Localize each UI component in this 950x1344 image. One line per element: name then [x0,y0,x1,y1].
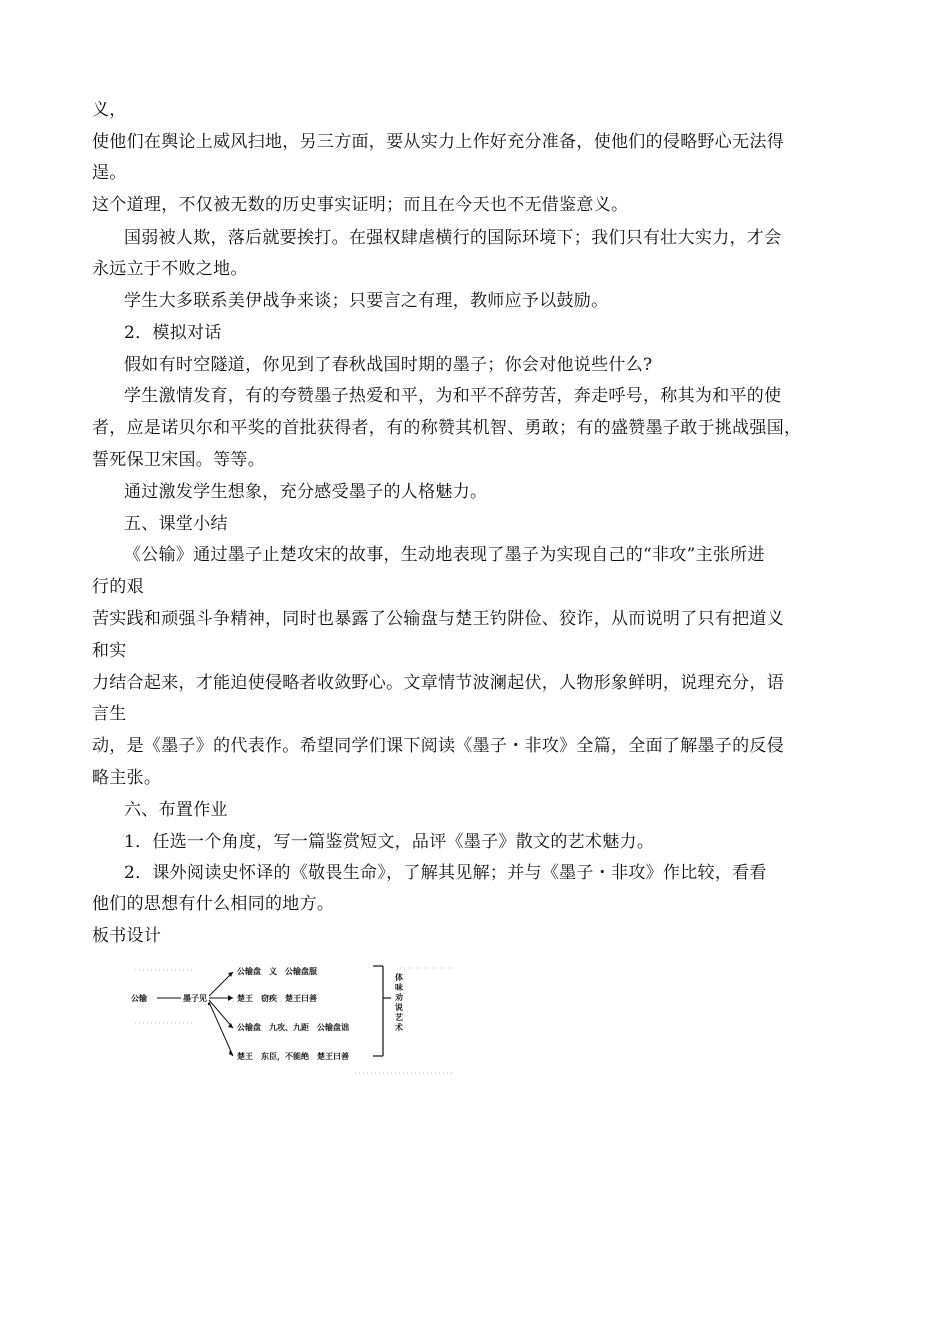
text-line: 使他们在舆论上威风扫地，另三方面，要从实力上作好充分准备，使他们的侵略野心无法得 [92,132,784,152]
branch-text: 公输盘 九攻、九距 公输盘诎 [237,1023,349,1032]
text-line: 2．课外阅读史怀译的《敬畏生命》，了解其见解；并与《墨子・非攻》作比较，看看 [124,863,767,883]
arrow-heads [228,972,233,1056]
side-label: 体味劝说艺术 [395,973,403,1032]
text-line: 和实 [92,641,127,661]
text-line: 通过激发学生想象，充分感受墨子的人格魅力。 [124,482,488,502]
text-line: 动，是《墨子》的代表作。希望同学们课下阅读《墨子・非攻》全篇，全面了解墨子的反侵 [92,736,784,756]
diagram-root: 公输 [131,994,147,1003]
text-line: 假如有时空隧道，你见到了春秋战国时期的墨子；你会对他说些什么? [124,355,653,375]
section-heading: 五、课堂小结 [124,514,228,534]
right-bracket [373,966,391,1056]
text-line: 言生 [92,704,127,724]
text-line: 国弱被人欺，落后就要挨打。在强权肆虐横行的国际环境下；我们只有壮大实力，才会 [124,228,782,248]
text-line: 行的艰 [92,577,144,597]
text-line: 《公输》通过墨子止楚攻宋的故事，生动地表现了墨子为实现自己的“非攻”主张所进 [124,545,765,565]
text-line: 力结合起来，才能迫使侵略者收敛野心。文章情节波澜起伏，人物形象鲜明，说理充分，语 [92,673,784,693]
text-line: 誓死保卫宋国。等等。 [92,450,265,470]
section-heading: 板书设计 [92,926,162,946]
branch-text: 楚王 窃疾 楚王曰善 [237,994,317,1003]
text-line: 苦实践和顽强斗争精神，同时也暴露了公输盘与楚王钓阱俭、狡诈，从而说明了只有把道义 [92,609,784,629]
branch-text: 公输盘 义 公输盘服 [237,967,317,976]
text-line: 1．任选一个角度，写一篇鉴赏短文，品评《墨子》散文的艺术魅力。 [124,832,655,852]
section-heading: 2．模拟对话 [124,323,222,343]
branch-arrows [209,972,233,1056]
text-line: 者，应是诺贝尔和平奖的首批获得者，有的称赞其机智、勇敢；有的盛赞墨子敢于挑战强国， [92,418,802,438]
blackboard-diagram [125,958,465,1086]
text-line: 逞。 [92,163,127,183]
text-line: 义， [92,100,127,120]
text-line: 永远立于不败之地。 [92,259,248,279]
section-heading: 六、布置作业 [124,800,228,820]
branch-text: 楚王 东臣，不能绝 楚王曰善 [237,1052,349,1061]
text-line: 他们的思想有什么相同的地方。 [92,894,335,914]
text-line: 学生大多联系美伊战争来谈；只要言之有理，教师应予以鼓励。 [124,291,609,311]
diagram-middle: 墨子见 [183,994,207,1003]
text-line: 学生激情发育，有的夸赞墨子热爱和平，为和平不辞劳苦，奔走呼号，称其为和平的使 [124,386,782,406]
text-line: 这个道理，不仅被无数的历史事实证明；而且在今天也不无借鉴意义。 [92,195,629,215]
text-line: 略主张。 [92,768,162,788]
